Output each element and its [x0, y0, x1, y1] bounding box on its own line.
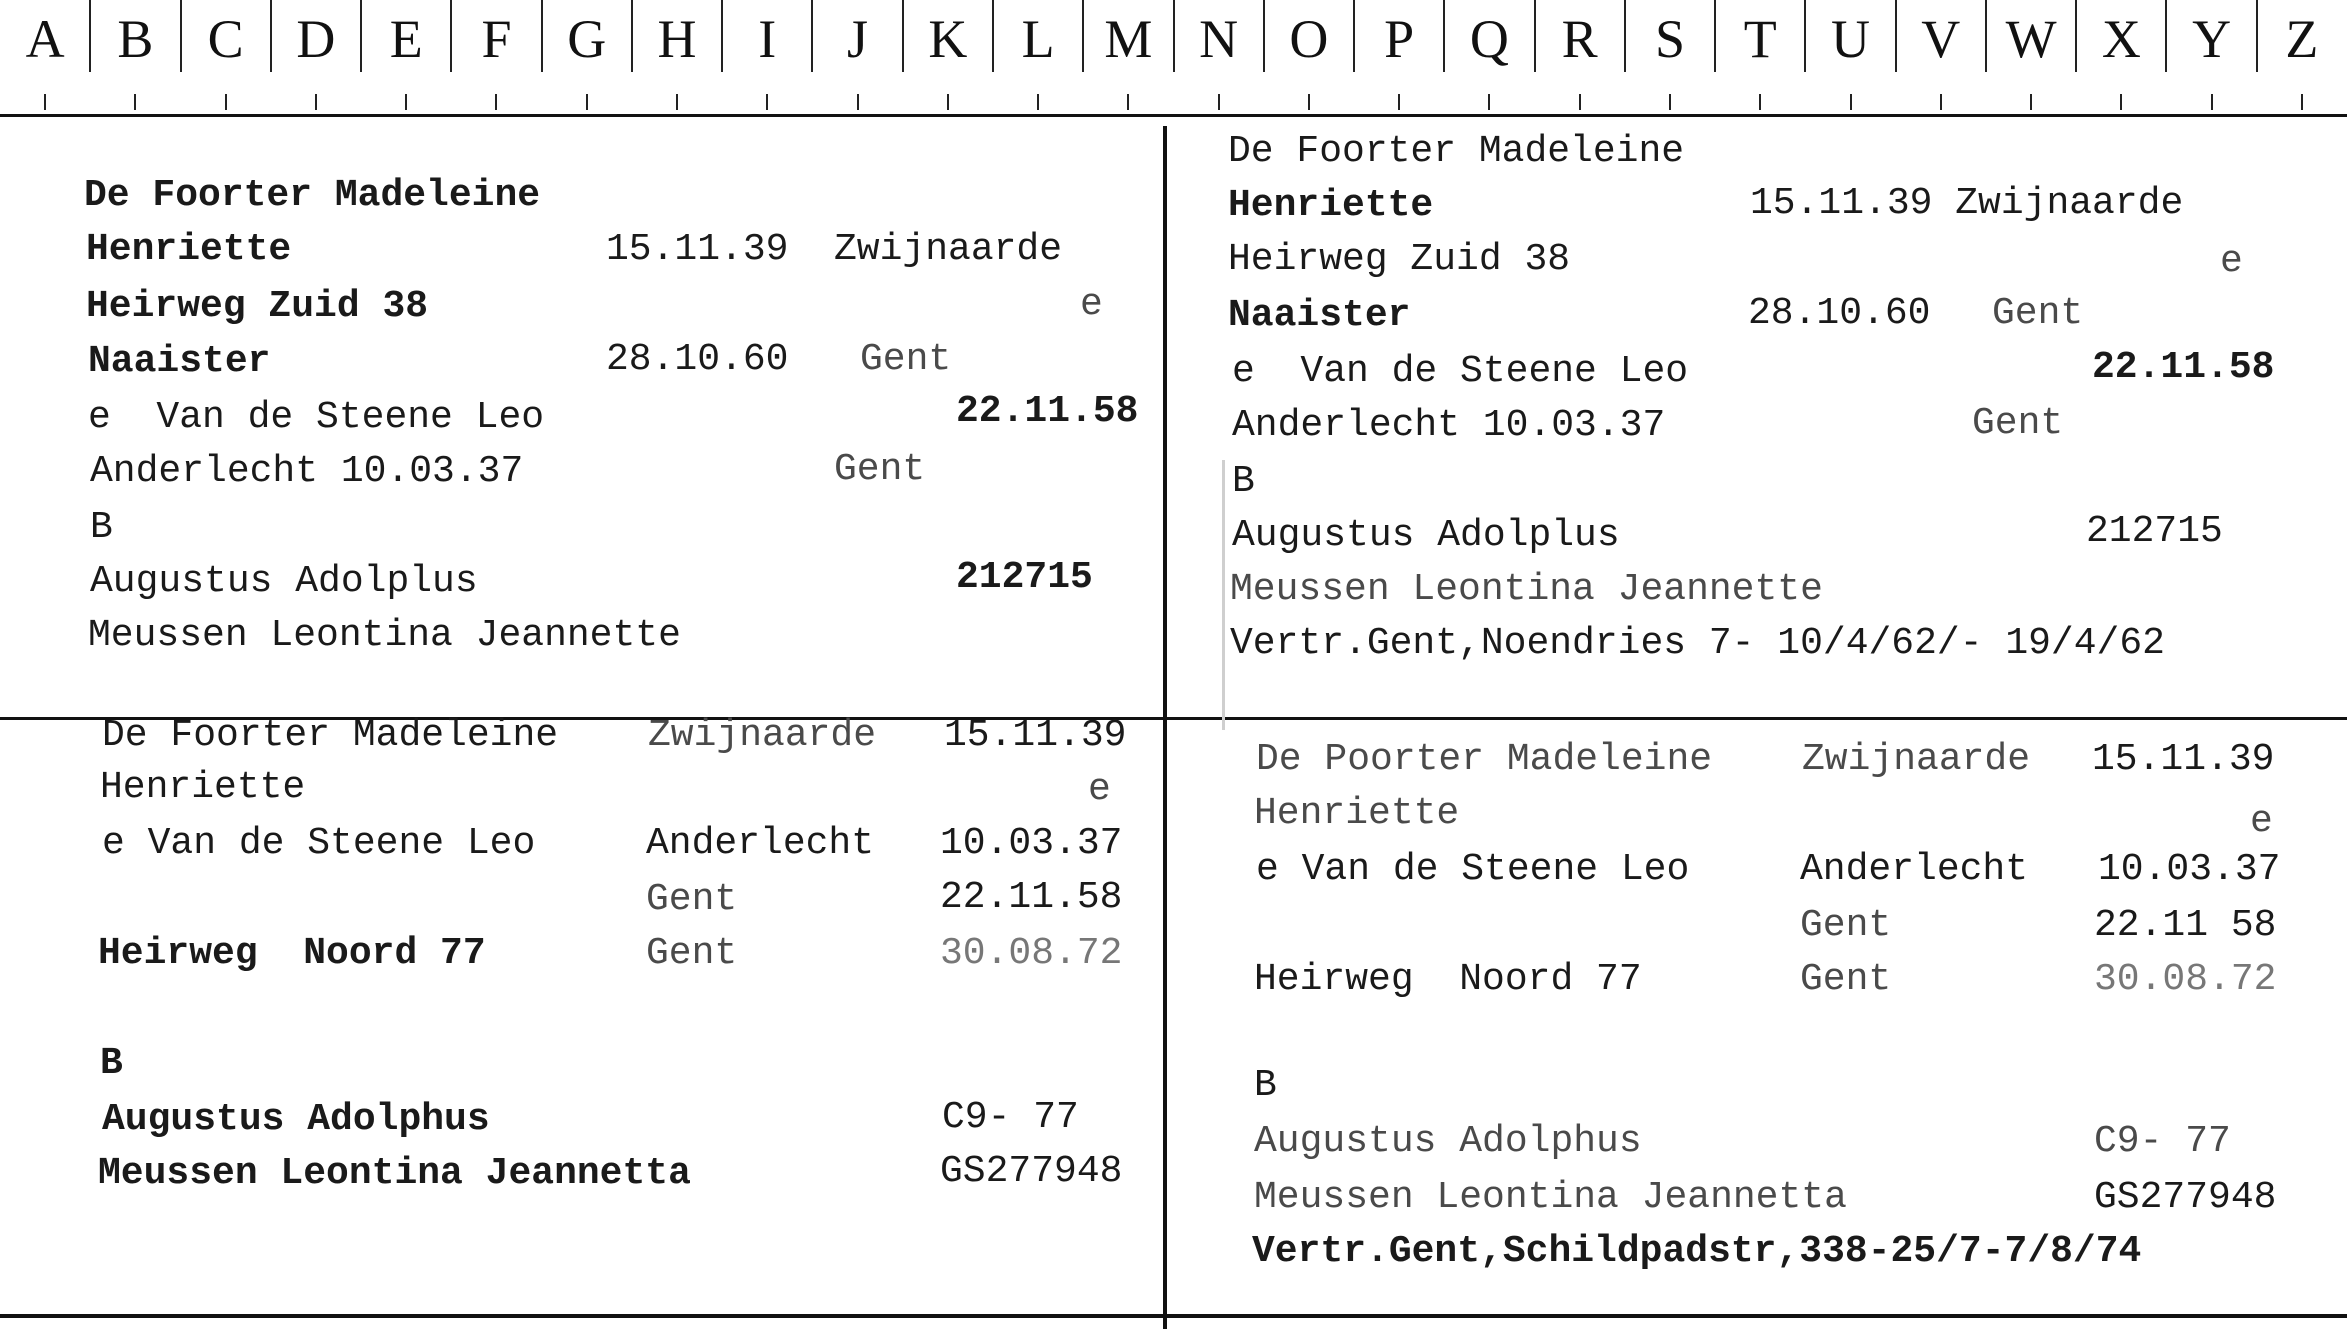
- address: Heirweg Noord 77: [98, 932, 486, 975]
- index-tick: [134, 94, 136, 110]
- spouse-date: 22.11.58: [956, 390, 1139, 433]
- index-separator: [180, 0, 182, 72]
- index-separator: [2165, 0, 2167, 72]
- index-separator: [1173, 0, 1175, 72]
- mother-name: Meussen Leontina Jeannetta: [98, 1152, 691, 1195]
- index-separator: [1714, 0, 1716, 72]
- index-letter-g: G: [567, 9, 607, 69]
- spouse-name: e Van de Steene Leo: [88, 396, 545, 439]
- index-letter-u: U: [1831, 9, 1870, 69]
- index-tick: [1759, 94, 1761, 110]
- index-tick: [857, 94, 859, 110]
- address-date: 30.08.72: [940, 932, 1123, 975]
- person-surname: De Poorter Madeleine: [1256, 738, 1713, 781]
- mother-name: Meussen Leontina Jeannette: [1230, 568, 1823, 611]
- index-separator: [1534, 0, 1536, 72]
- birth-place: Zwijnaarde: [834, 228, 1063, 271]
- father-name: Augustus Adolplus: [1232, 514, 1620, 557]
- index-tick: [2030, 94, 2032, 110]
- index-letter-e: E: [389, 9, 423, 69]
- index-separator: [270, 0, 272, 72]
- index-letter-k: K: [928, 9, 968, 69]
- occupation: Naaister: [88, 340, 271, 383]
- index-tick: [947, 94, 949, 110]
- person-surname: De Foorter Madeleine: [102, 714, 559, 757]
- birth-date: 15.11.39: [2092, 738, 2275, 781]
- index-tick: [1127, 94, 1129, 110]
- marriage-place: Gent: [1800, 904, 1892, 947]
- index-letter-l: L: [1021, 9, 1055, 69]
- occupation: Naaister: [1228, 294, 1411, 337]
- index-separator: [1353, 0, 1355, 72]
- index-tick: [1037, 94, 1039, 110]
- index-letter-o: O: [1289, 9, 1329, 69]
- person-second-name: Henriette: [100, 766, 306, 809]
- alphabet-index-strip: [0, 0, 2347, 118]
- marriage-place: Gent: [860, 338, 952, 381]
- index-separator: [902, 0, 904, 72]
- index-tick: [405, 94, 407, 110]
- index-letter-f: F: [481, 9, 512, 69]
- index-separator: [631, 0, 633, 72]
- person-second-name: Henriette: [1254, 792, 1460, 835]
- index-tick: [2211, 94, 2213, 110]
- marriage-date: 22.11 58: [2094, 904, 2277, 947]
- address: Heirweg Zuid 38: [86, 285, 429, 328]
- index-letter-t: T: [1743, 9, 1777, 69]
- index-letter-b: B: [117, 9, 154, 69]
- index-separator: [992, 0, 994, 72]
- index-tick: [1398, 94, 1400, 110]
- index-tick: [1488, 94, 1490, 110]
- index-letter-s: S: [1654, 9, 1685, 69]
- index-letter-q: Q: [1469, 9, 1509, 69]
- nationality: B: [1232, 460, 1255, 503]
- index-tick: [766, 94, 768, 110]
- code-1: C9- 77: [2094, 1120, 2231, 1163]
- mark-e: e: [2250, 800, 2273, 843]
- person-second-name: Henriette: [1228, 184, 1434, 227]
- father-name: Augustus Adolplus: [90, 560, 478, 603]
- mother-name: Meussen Leontina Jeannetta: [1254, 1176, 1847, 1219]
- index-separator: [360, 0, 362, 72]
- index-letter-x: X: [2101, 9, 2141, 69]
- reference-number: 212715: [2086, 510, 2223, 553]
- index-letter-z: Z: [2285, 9, 2319, 69]
- spouse-birth: Anderlecht 10.03.37: [1232, 404, 1666, 447]
- spouse-date: 22.11.58: [2092, 346, 2275, 389]
- index-letter-p: P: [1384, 9, 1415, 69]
- reference-number: 212715: [956, 556, 1093, 599]
- code-1: C9- 77: [942, 1096, 1079, 1139]
- index-separator: [1985, 0, 1987, 72]
- index-letter-a: A: [25, 9, 65, 69]
- index-tick: [1218, 94, 1220, 110]
- spouse-birth: Anderlecht 10.03.37: [90, 450, 524, 493]
- marriage-date: 28.10.60: [1748, 292, 1931, 335]
- birth-date: 15.11.39: [606, 228, 789, 271]
- index-tick: [315, 94, 317, 110]
- index-letter-r: R: [1561, 9, 1598, 69]
- index-tick: [676, 94, 678, 110]
- scan-smudge: [1222, 460, 1225, 730]
- father-name: Augustus Adolphus: [102, 1098, 490, 1141]
- index-letter-y: Y: [2192, 9, 2232, 69]
- birth-date-place: 15.11.39 Zwijnaarde: [1750, 182, 2184, 225]
- birth-date: 15.11.39: [944, 714, 1127, 757]
- mark-e: e: [1088, 768, 1111, 811]
- person-surname: De Foorter Madeleine: [84, 174, 541, 217]
- index-separator: [1263, 0, 1265, 72]
- index-separator: [1624, 0, 1626, 72]
- index-tick: [1308, 94, 1310, 110]
- index-tick: [2301, 94, 2303, 110]
- index-letter-d: D: [296, 9, 336, 69]
- father-name: Augustus Adolphus: [1254, 1120, 1642, 1163]
- mark-e: e: [1080, 283, 1103, 326]
- nationality: B: [100, 1042, 123, 1085]
- index-tick: [1850, 94, 1852, 110]
- marriage-place: Gent: [1992, 292, 2084, 335]
- index-separator: [811, 0, 813, 72]
- person-second-name: Henriette: [86, 228, 292, 271]
- marriage-date: 28.10.60: [606, 338, 789, 381]
- index-letter-n: N: [1199, 9, 1239, 69]
- address-place: Gent: [646, 932, 738, 975]
- spouse-name: e Van de Steene Leo: [1232, 350, 1689, 393]
- index-tick: [1669, 94, 1671, 110]
- code-2: GS277948: [2094, 1176, 2277, 1219]
- index-letter-i: I: [758, 9, 777, 69]
- index-tick: [225, 94, 227, 110]
- index-letter-v: V: [1921, 9, 1961, 69]
- person-surname: De Foorter Madeleine: [1228, 130, 1685, 173]
- spouse-date: 10.03.37: [940, 822, 1123, 865]
- index-tick: [495, 94, 497, 110]
- index-tick: [586, 94, 588, 110]
- index-separator: [541, 0, 543, 72]
- spouse-place: Gent: [834, 448, 926, 491]
- index-separator: [2256, 0, 2258, 72]
- index-letter-c: C: [207, 9, 244, 69]
- column-divider: [1163, 126, 1167, 1329]
- address: Heirweg Noord 77: [1254, 958, 1642, 1001]
- index-letter-h: H: [657, 9, 697, 69]
- address-place: Gent: [1800, 958, 1892, 1001]
- index-separator: [450, 0, 452, 72]
- index-tick: [44, 94, 46, 110]
- spouse-date: 10.03.37: [2098, 848, 2281, 891]
- departure-note: Vertr.Gent,Noendries 7- 10/4/62/- 19/4/62: [1230, 622, 2165, 665]
- mother-name: Meussen Leontina Jeannette: [88, 614, 681, 657]
- spouse-place: Anderlecht: [1800, 848, 2029, 891]
- birth-place: Zwijnaarde: [648, 714, 877, 757]
- address: Heirweg Zuid 38: [1228, 238, 1571, 281]
- index-tick: [1940, 94, 1942, 110]
- spouse-place: Gent: [1972, 402, 2064, 445]
- index-separator: [1082, 0, 1084, 72]
- index-tick: [1579, 94, 1581, 110]
- index-separator: [1443, 0, 1445, 72]
- index-letter-j: J: [847, 9, 869, 69]
- index-separator: [2075, 0, 2077, 72]
- marriage-place: Gent: [646, 878, 738, 921]
- departure-note: Vertr.Gent,Schildpadstr,338-25/7-7/8/74: [1252, 1230, 2142, 1273]
- index-tick: [2120, 94, 2122, 110]
- code-2: GS277948: [940, 1150, 1123, 1193]
- index-separator: [721, 0, 723, 72]
- index-separator: [89, 0, 91, 72]
- spouse-place: Anderlecht: [646, 822, 875, 865]
- index-letter-m: M: [1104, 9, 1153, 69]
- nationality: B: [1254, 1064, 1277, 1107]
- spouse-name: e Van de Steene Leo: [1256, 848, 1690, 891]
- index-letter-w: W: [2005, 9, 2057, 69]
- birth-place: Zwijnaarde: [1802, 738, 2031, 781]
- index-separator: [1895, 0, 1897, 72]
- index-separator: [1804, 0, 1806, 72]
- spouse-name: e Van de Steene Leo: [102, 822, 536, 865]
- nationality: B: [90, 506, 113, 549]
- mark-e: e: [2220, 240, 2243, 283]
- header-divider: [0, 114, 2347, 117]
- marriage-date: 22.11.58: [940, 876, 1123, 919]
- address-date: 30.08.72: [2094, 958, 2277, 1001]
- bottom-divider: [0, 1314, 2347, 1318]
